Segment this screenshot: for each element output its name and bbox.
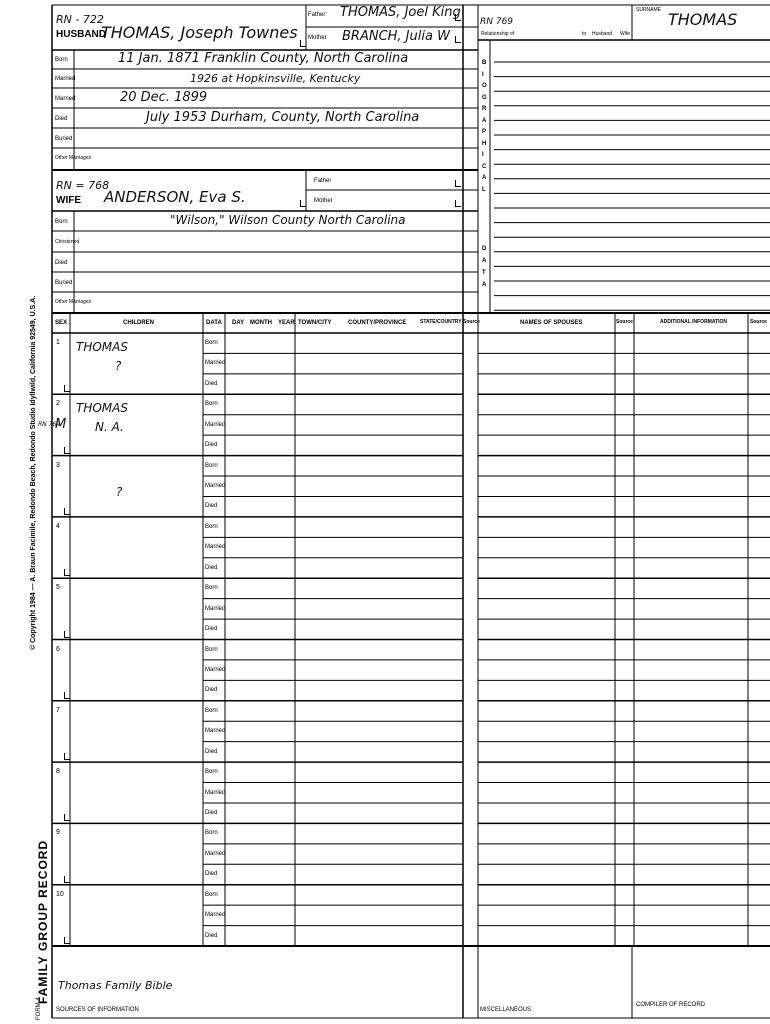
child-row-label: Born — [205, 523, 218, 530]
child-row-label: Married — [205, 912, 226, 919]
col-month: MONTH — [250, 320, 272, 326]
child-row-label: Born — [205, 769, 218, 776]
child-row-label: Born — [205, 462, 218, 469]
husband-mother: BRANCH, Julia W — [342, 29, 450, 44]
side-title: FAMILY GROUP RECORD — [36, 839, 50, 1004]
child-row-label: Married — [205, 666, 226, 673]
child-row-label: Died — [205, 687, 218, 694]
husband-father-label: Father — [308, 12, 326, 18]
relationship-husband-label: Husband — [592, 31, 613, 37]
bio-letter: H — [482, 140, 487, 147]
relationship-to-label: to — [582, 31, 587, 37]
husband-born-label: Born — [55, 57, 68, 63]
surname-value: THOMAS — [668, 10, 738, 29]
child-name: THOMAS — [76, 340, 128, 354]
child-row-label: Married — [205, 789, 226, 796]
bio-letter: G — [482, 94, 487, 101]
sources-label: SOURCES OF INFORMATION — [56, 1007, 139, 1013]
child-row-label: Married — [205, 850, 226, 857]
child-sex: M — [55, 417, 67, 433]
child-row-label: Married — [205, 421, 226, 428]
child-row-label: Died — [205, 503, 218, 510]
child-number: 2 — [56, 400, 60, 408]
bio-letter: A — [482, 175, 487, 181]
bio-letter: B — [482, 60, 487, 66]
child-row-label: Died — [205, 380, 218, 387]
child-row-label: Died — [205, 564, 218, 571]
husband-christened-label: Married — [55, 76, 76, 82]
child-detail: ? — [115, 359, 122, 373]
child-row-label: Born — [205, 646, 218, 653]
col-sex: SEX — [55, 320, 68, 326]
bio-letter: I — [482, 152, 484, 158]
col-source-2: Source — [616, 319, 633, 325]
wife-buried-label: Buried — [55, 280, 73, 286]
surname-label: SURNAME — [636, 7, 662, 13]
child-number: 5 — [56, 584, 60, 592]
husband-name: THOMAS, Joseph Townes — [101, 23, 298, 42]
col-source: Source — [463, 319, 480, 325]
child-row-label: Born — [205, 401, 218, 408]
bio-letter: P — [482, 129, 487, 135]
child-detail: ? — [116, 484, 123, 499]
child-row-label: Died — [205, 809, 218, 816]
child-row-label: Died — [205, 442, 218, 449]
child-row-label: Died — [205, 748, 218, 755]
husband-other-marriages-label: Other Marriages — [55, 155, 92, 161]
child-number: 4 — [56, 522, 60, 530]
child-number: 10 — [56, 890, 64, 898]
col-town: TOWN/CITY — [298, 320, 332, 326]
relationship-wife-label: Wife — [620, 31, 630, 37]
child-number: 8 — [56, 768, 60, 776]
child-row-label: Married — [205, 728, 226, 735]
wife-label: WIFE — [56, 195, 81, 206]
col-state: STATE/COUNTRY — [420, 319, 462, 325]
husband-christened-value: 1926 at Hopkinsville, Kentucky — [190, 72, 361, 85]
col-data: DATA — [206, 320, 222, 326]
wife-mother-label: Mother — [314, 198, 333, 204]
wife-died-label: Died — [55, 260, 68, 266]
col-county: COUNTY/PROVINCE — [348, 320, 407, 326]
data-letter: A — [482, 258, 487, 264]
child-row-label: Born — [205, 830, 218, 837]
sources-value: Thomas Family Bible — [58, 979, 173, 992]
side-copyright: © Copyright 1984 — A. Braun Facimile, Redondo Beach, Redondo Studio Idyllwild, California 92549, U.S.A. — [30, 295, 37, 650]
husband-buried-label: Buried — [55, 136, 73, 142]
child-row-label: Born — [205, 340, 218, 346]
child-detail: N. A. — [95, 420, 124, 435]
husband-married-value: 20 Dec. 1899 — [120, 90, 208, 105]
husband-born-value: 11 Jan. 1871 Franklin County, North Carolina — [118, 51, 409, 66]
compiler-label: COMPILER OF RECORD — [636, 1002, 706, 1008]
col-year: YEAR — [278, 320, 295, 326]
husband-died-label: Died — [55, 116, 68, 122]
data-letter: A — [482, 282, 487, 288]
right-top-note: RN 769 — [480, 17, 514, 27]
data-letter: T — [482, 270, 486, 276]
bio-letter: A — [482, 117, 487, 124]
wife-name: ANDERSON, Eva S. — [104, 188, 246, 206]
bio-letter: I — [482, 71, 484, 78]
side-form-number: FORM 4 — [36, 997, 42, 1020]
wife-rn: RN = 768 — [56, 179, 110, 192]
husband-died-value: July 1953 Durham, County, North Carolina — [146, 110, 420, 125]
child-row-label: Died — [205, 871, 218, 878]
col-source-3: Source — [750, 319, 767, 325]
wife-christened-label: Christened — [55, 239, 80, 245]
col-day: DAY — [232, 320, 245, 326]
child-row-label: Married — [205, 360, 226, 367]
data-letter: D — [482, 246, 487, 252]
child-number: 3 — [56, 461, 60, 469]
husband-father: THOMAS, Joel King — [340, 5, 461, 20]
child-row-label: Died — [205, 626, 218, 633]
wife-other-marriages-label: Other Marriages — [55, 299, 92, 305]
child-row-label: Born — [205, 585, 218, 592]
husband-married-label: Married — [55, 96, 76, 102]
child-note: RN 769 — [38, 421, 61, 429]
child-row-label: Married — [205, 544, 226, 551]
wife-born-value: "Wilson," Wilson County North Carolina — [170, 213, 406, 227]
bio-letter: R — [482, 106, 487, 112]
child-row-label: Born — [205, 707, 218, 714]
col-children: CHILDREN — [123, 320, 154, 326]
wife-father-label: Father — [314, 178, 332, 184]
child-number: 1 — [56, 339, 60, 346]
bio-letter: C — [482, 163, 487, 170]
husband-label: HUSBAND — [56, 29, 106, 40]
husband-mother-label: Mother — [308, 35, 327, 41]
col-additional: ADDITIONAL INFORMATION — [660, 319, 728, 325]
relationship-label: Relationship of — [481, 31, 515, 37]
wife-born-label: Born — [55, 219, 68, 225]
child-number: 9 — [56, 829, 60, 837]
bio-letter: L — [482, 186, 486, 193]
child-row-label: Married — [205, 605, 226, 612]
child-row-label: Married — [205, 483, 226, 490]
child-number: 7 — [56, 706, 60, 714]
bio-letter: O — [482, 83, 487, 89]
husband-rn: RN - 722 — [56, 13, 104, 26]
col-spouses: NAMES OF SPOUSES — [520, 320, 583, 326]
child-row-label: Died — [205, 932, 218, 939]
child-name: THOMAS — [76, 401, 128, 416]
misc-label: MISCELLANEOUS — [480, 1007, 532, 1013]
child-number: 6 — [56, 645, 60, 653]
child-row-label: Born — [205, 891, 218, 898]
